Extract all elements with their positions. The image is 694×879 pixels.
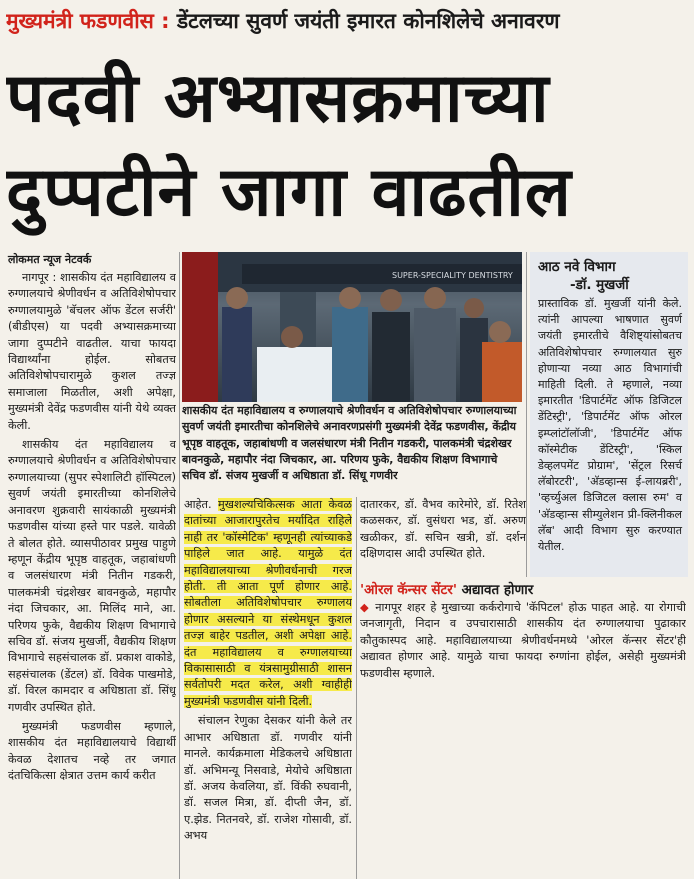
event-photo [182,252,522,402]
article-column-1 [8,270,176,879]
oral-cancer-paragraph [360,600,686,690]
paragraph: शासकीय दंत महाविद्यालय व रुग्णालयाचे श्रेणीवर्धन व अतिविशेषोपचार रुग्णालयाच्या (सुपर स्पेशालिटी हॉस्पिटल) सुवर्ण जयंती इमारतीच्या कोनशिलेचे अनावरण शुक्रवारी सायंकाळी मुख्यमंत्री फडणवीस यांच्या हस्ते पार पडले. यावेळी ते बोलत होते. व्यासपीठावर प्रमुख पाहुणे म्हणून केंद्रीय भूपृष्ठ वाहतूक, जहाबांधणी व जलसंधारण मंत्री नितीन गडकरी, पालकमंत्री चंद्रशेखर बावनकुळे, महापौर नंदा जिचकार, आ. मिलिंद माने, आ. परिणय फुके, वैद्यकीय शिक्षण विभागाचे सचिव डॉ. संजय मुखर्जी, वैद्यकीय शिक्षण विभागाचे सहसंचालक डॉ. प्रकाश वाकोडे, सहसंचालक (डेंटल) डॉ. विवेक पाखमोडे, डॉ. विरल कामदार व अधिष्ठाता डॉ. सिंधू गणवीर उपस्थित होते. [8,438,176,714]
subhead-highlight: 'ओरल कॅन्सर सेंटर' [360,582,457,598]
paragraph [184,497,352,710]
article-column-3 [360,497,526,577]
subhead-rest: अद्यावत होणार [456,582,534,598]
photo-caption: शासकीय दंत महाविद्यालय व रुग्णालयाचे श्रेणीवर्धन व अतिविशेषोपचार रुग्णालयाच्या सुवर्ण जयंती इमारतीचा कोनशिलेचे अनावरणप्रसंगी मुख्यमंत्री देवेंद्र फडणवीस, केंद्रीय भूपृष्ठ वाहतूक, जहाबांधणी व जलसंधारण मंत्री नितीन गडकरी, पालकमंत्री चंद्रशेखर बावनकुळे, महापौर नंदा जिचकार, आ. परिणय फुके, वैद्यकीय शिक्षण विभागाचे सचिव डॉ. संजय मुखर्जी व अधिष्ठाता डॉ. सिंधू गणवीर [182,404,517,483]
column-divider [356,497,357,879]
article-column-2 [184,497,352,879]
paragraph: दातारकर, डॉ. वैभव कारेमोरे, डॉ. रितेश कळसकर, डॉ. वुसंधरा भड, डॉ. अरुण खळीकर, डॉ. सचिन खत्री, डॉ. दर्शन दक्षिणदास आदी उपस्थित होते. [360,498,526,561]
kicker-line [6,4,690,38]
paragraph-start: आहेत. [184,498,219,511]
paragraph: मुख्यमंत्री फडणवीस म्हणाले, शासकीय दंत महाविद्यालयाचे विद्यार्थी केवळ देशातच नव्हे तर जगात दंतचिकित्सा क्षेत्रात उत्तम कार्य करीत [8,719,176,783]
highlighted-text: मुखशल्यचिकित्सक आता केवळ दातांच्या आजारापुरतेच मर्यादित राहिले नाही तर 'कॉस्मेटिक' म्हणूनही त्यांच्याकडे पाहिले जात आहे. यामुळे दंत महाविद्यालयाच्या श्रेणीवर्धनाची गरज होती. ती आता पूर्ण होणार आहे. सोबतीला अतिविशेषोपचार रुग्णालय होणार असल्याने या संस्थेमधून कुशल तज्ज्ञ बाहेर पडतील, अशी अपेक्षा आहे. दंत महाविद्यालय व रुग्णालयाच्या विकासासाठी व यंत्रसामुग्रीसाठी शासन सर्वतोपरी मदत करेल, अशी ग्वाहीही मुख्यमंत्री फडणवीस यांनी दिली. [184,498,352,708]
sidebar-box [530,252,688,577]
sidebar-body: प्रास्ताविक डॉ. मुखर्जी यांनी केले. त्यांनी आपल्या भाषणात सुवर्ण जयंती इमारतीचे वैशिष्ट्यांसोबतच अतिविशेषोपचार रुग्णालयात सुरु होणाऱ्या नव्या आठ विभागांची माहिती दिली. ते म्हणाले, नव्या इमारतीत 'डिपार्टमेंट ऑफ डिजिटल डेंटिस्ट्री', 'डिपार्टमेंट ऑफ ओरल इम्प्लांटॉलॉजी', 'डिपार्टमेंट ऑफ कॉस्मेटीक डेंटिस्ट्री', 'स्किल डेव्हलपमेंट प्रोग्राम', 'सेंट्रल रिसर्च लॅबोरटरी', 'अ‍ॅडव्हान्स ई-लायब्ररी', 'व्हर्च्युअल डिजिटल क्लास रुम' व 'अ‍ॅडव्हान्स सीम्युलेशन प्री-क्लिनीकल लॅब' आदी विभाग सुरु करण्यात येतील. [538,297,682,554]
photo-banner-text: SUPER-SPECIALITY DENTISTRY [392,271,513,280]
kicker-text: डेंटलच्या सुवर्ण जयंती इमारत कोनशिलेचे अनावरण [176,9,560,33]
paragraph: नागपूर : शासकीय दंत महाविद्यालय व रुग्णालयाचे श्रेणीवर्धन व अतिविशेषोपचार रुग्णालयामुळे 'बॅचलर ऑफ डेंटल सर्जरी' (बीडीएस) या पदवी अभ्यासक्रमाच्या जागा दुप्पटीने वाढतील. याचा फायदा विद्यार्थ्यांना होईल. सोबतच अतिविशेषोपचारामुळे कुशल तज्ज्ञ समाजाला मिळतील, अशी अपेक्षा, मुख्यमंत्री देवेंद्र फडणवीस यांनी येथे व्यक्त केली. [8,271,176,432]
kicker-separator: : [153,9,177,33]
photo-illustration [182,252,522,402]
subhead [360,580,686,598]
bullet-icon: ◆ [360,601,371,614]
paragraph-text: नागपूर शहर हे मुखाच्या कर्करोगाचे 'कॅपिटल' होऊ पाहत आहे. या रोगाची जनजागृती, निदान व उपचारासाठी शासकीय दंत रुग्णालयाचा पुढाकार कौतुकास्पद आहे. महाविद्यालयाच्या श्रेणीवर्धनमध्ये 'ओरल कॅन्सर सेंटर'ही अद्यावत होणार आहे. यामुळे याचा फायदा रुग्णांना होईल, असेही मुख्यमंत्री फडणवीस म्हणाले. [360,601,686,680]
kicker-name: मुख्यमंत्री फडणवीस [6,9,154,33]
paragraph: संचालन रेणुका देसकर यांनी केले तर आभार अधिष्ठाता डॉ. गणवीर यांनी मानले. कार्यक्रमाला मेडिकलचे अधिष्ठाता डॉ. अभिमन्यू निसवाडे, मेयोचे अधिष्ठाता डॉ. अजय केवलिया, डॉ. विंकी रुघवानी, डॉ. सजल मित्रा, डॉ. दीप्ती जैन, डॉ. ए.झेड. नितनवरे, डॉ. राजेश गोसावी, डॉ. अभय [184,714,352,843]
sidebar-subtitle: -डॉ. मुखर्जी [570,277,629,293]
paragraph [360,600,686,682]
column-divider [526,252,527,577]
headline-line-1: पदवी अभ्यासक्रमाच्या [6,59,550,138]
column-divider [179,252,180,879]
byline: लोकमत न्यूज नेटवर्क [8,253,92,266]
headline [6,52,690,240]
sidebar-title: आठ नवे विभाग [538,259,616,275]
headline-line-2: दुप्पटीने जागा वाढतील [6,153,572,232]
